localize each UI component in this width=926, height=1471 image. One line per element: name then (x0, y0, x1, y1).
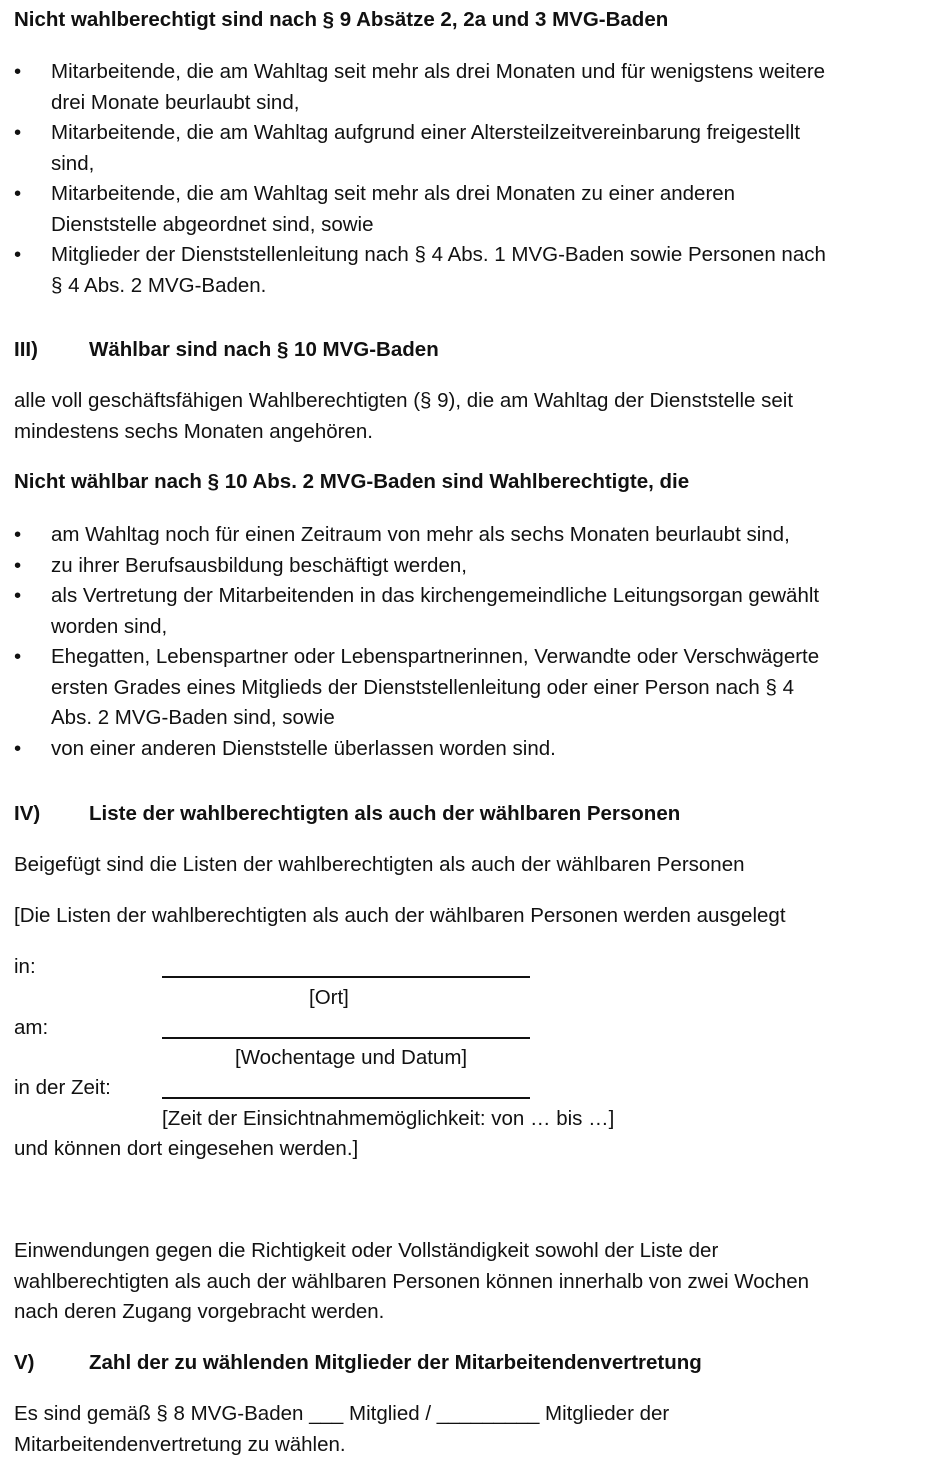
field-label-time: in der Zeit: (14, 1076, 111, 1099)
list-item-line: Abs. 2 MVG-Baden sind, sowie (51, 706, 335, 729)
heading-not-electable: Nicht wählbar nach § 10 Abs. 2 MVG-Baden sind Wahlberechtigte, die (14, 470, 690, 493)
text-line: nach deren Zugang vorgebracht werden. (14, 1300, 385, 1323)
list-not-eligible-to-vote (14, 57, 919, 301)
list-item-line: worden sind, (51, 614, 168, 638)
section-iv-heading (14, 799, 919, 830)
bullet-icon: • (14, 60, 22, 83)
section-iii-text (14, 386, 919, 447)
field-caption-place: [Ort] (309, 986, 349, 1009)
list-item (14, 118, 919, 179)
text-line: Es sind gemäß § 8 MVG-Baden ___ Mitglied / _________ Mitglieder der (14, 1402, 670, 1425)
list-item (14, 642, 919, 734)
list-item (14, 551, 919, 582)
list-item (14, 520, 919, 551)
section-iv-closing: und können dort eingesehen werden.] (14, 1137, 359, 1160)
time-fill-line[interactable] (162, 1097, 530, 1099)
bullet-icon: • (14, 645, 22, 668)
list-item-line: Mitarbeitende, die am Wahltag seit mehr als drei Monaten und für wenigstens weitere (51, 60, 826, 83)
list-item-line: ersten Grades eines Mitglieds der Dienststellenleitung oder einer Person nach § 4 (51, 675, 794, 699)
section-iii-heading (14, 335, 919, 366)
section-number: V) (14, 1351, 35, 1374)
list-item-line: Ehegatten, Lebenspartner oder Lebenspartnerinnen, Verwandte oder Verschwägerte (51, 645, 820, 668)
list-not-electable (14, 520, 919, 764)
list-item (14, 57, 919, 118)
text-line: Einwendungen gegen die Richtigkeit oder Vollständigkeit sowohl der Liste der (14, 1239, 719, 1262)
text-line: Mitarbeitendenvertretung zu wählen. (14, 1432, 346, 1456)
bullet-icon: • (14, 121, 22, 144)
section-iv-objection (14, 1236, 919, 1328)
section-iv-text: Beigefügt sind die Listen der wahlberechtigten als auch der wählbaren Personen (14, 853, 745, 876)
section-title: Zahl der zu wählenden Mitglieder der Mitarbeitendenvertretung (89, 1351, 702, 1374)
bullet-icon: • (14, 553, 22, 577)
bullet-icon: • (14, 182, 22, 205)
list-item-line: zu ihrer Berufsausbildung beschäftigt werden, (51, 553, 467, 577)
section-number: IV) (14, 802, 41, 825)
text-line: mindestens sechs Monaten angehören. (14, 419, 373, 443)
section-iv-bracket-intro: [Die Listen der wahlberechtigten als auch der wählbaren Personen werden ausgelegt (14, 904, 786, 927)
date-fill-line[interactable] (162, 1037, 530, 1039)
section-v-heading (14, 1348, 919, 1379)
text-line: alle voll geschäftsfähigen Wahlberechtigten (§ 9), die am Wahltag der Dienststelle seit (14, 389, 794, 412)
list-item (14, 734, 919, 765)
section-title: Liste der wahlberechtigten als auch der wählbaren Personen (89, 802, 681, 825)
field-label-date: am: (14, 1016, 49, 1039)
list-item-line: Mitarbeitende, die am Wahltag aufgrund einer Altersteilzeitvereinbarung freigestellt (51, 121, 801, 144)
field-caption-time: [Zeit der Einsichtnahmemöglichkeit: von … bis …] (162, 1107, 615, 1130)
text-line: wahlberechtigten als auch der wählbaren Personen können innerhalb von zwei Wochen (14, 1269, 810, 1293)
list-item (14, 179, 919, 240)
field-caption-date: [Wochentage und Datum] (235, 1046, 468, 1069)
list-item-line: Mitarbeitende, die am Wahltag seit mehr als drei Monaten zu einer anderen (51, 182, 736, 205)
section-title: Wählbar sind nach § 10 MVG-Baden (89, 338, 439, 361)
list-item (14, 581, 919, 642)
list-item-line: drei Monate beurlaubt sind, (51, 90, 300, 114)
section-number: III) (14, 338, 38, 361)
list-item-line: Mitglieder der Dienststellenleitung nach § 4 Abs. 1 MVG-Baden sowie Personen nach (51, 243, 826, 266)
bullet-icon: • (14, 584, 22, 607)
bullet-icon: • (14, 736, 22, 760)
list-item-line: Dienststelle abgeordnet sind, sowie (51, 212, 374, 236)
list-item-line: sind, (51, 151, 95, 175)
list-item (14, 240, 919, 301)
bullet-icon: • (14, 243, 22, 266)
section-v-text (14, 1399, 919, 1460)
list-item-line: als Vertretung der Mitarbeitenden in das kirchengemeindliche Leitungsorgan gewählt (51, 584, 820, 607)
bullet-icon: • (14, 523, 22, 546)
field-label-place: in: (14, 955, 36, 978)
place-fill-line[interactable] (162, 976, 530, 978)
list-item-line: von einer anderen Dienststelle überlassen worden sind. (51, 736, 556, 760)
heading-not-eligible-to-vote: Nicht wahlberechtigt sind nach § 9 Absätze 2, 2a und 3 MVG-Baden (14, 8, 669, 31)
list-item-line: § 4 Abs. 2 MVG-Baden. (51, 273, 267, 297)
list-item-line: am Wahltag noch für einen Zeitraum von mehr als sechs Monaten beurlaubt sind, (51, 523, 790, 546)
